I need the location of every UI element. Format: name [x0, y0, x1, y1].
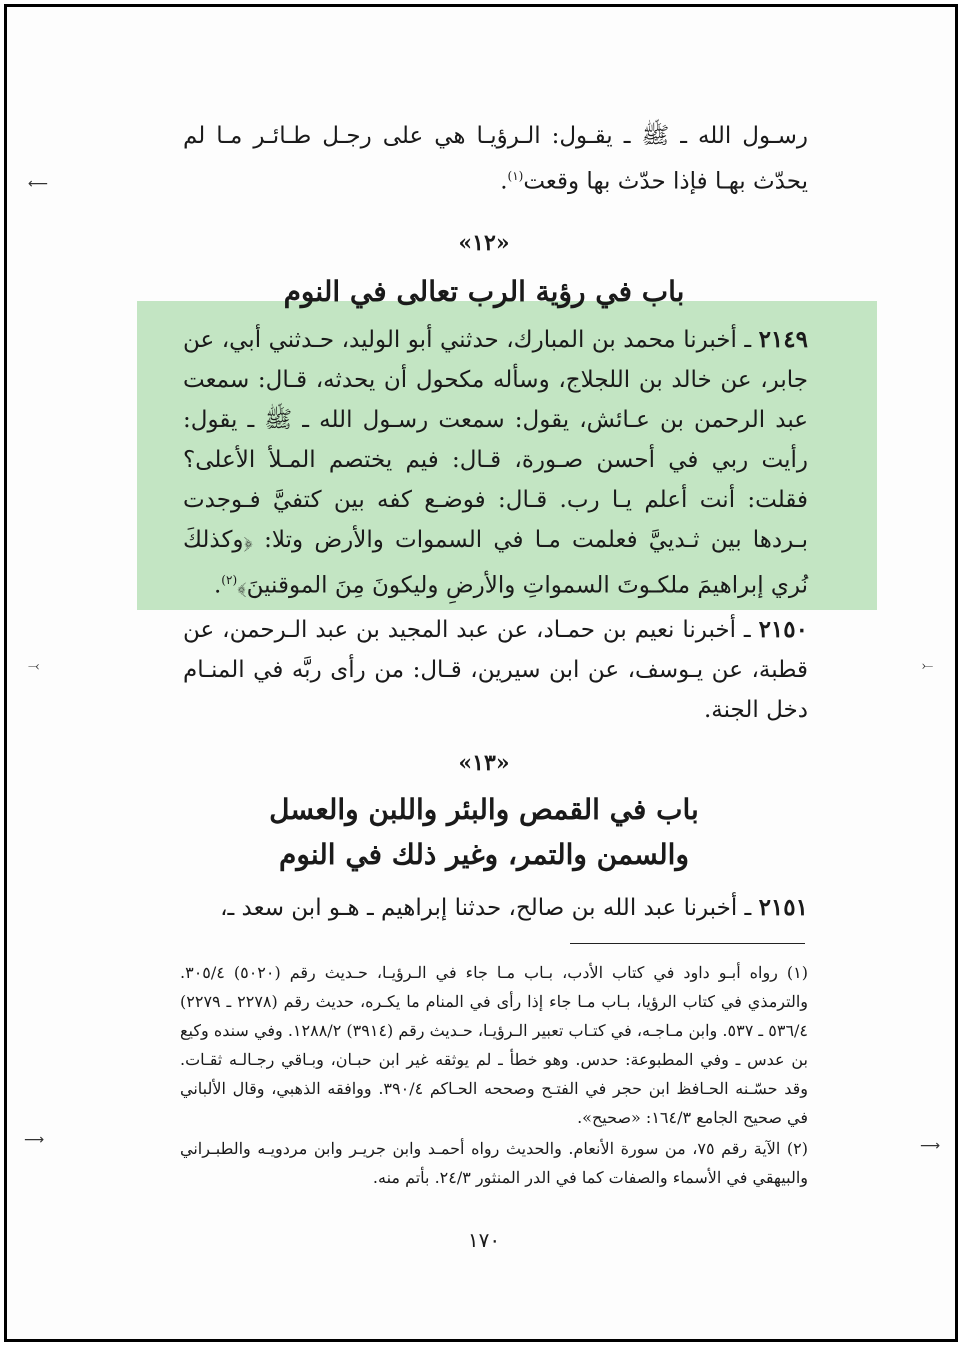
scan-mark-icon: ⟵: [28, 176, 49, 192]
footnote-ref-2: (٢): [221, 573, 238, 587]
hadith-end: .: [213, 572, 222, 599]
footnote-2: [180, 1134, 808, 1192]
hadith-2150: [183, 610, 808, 730]
section-12-number: «١٢»: [458, 230, 510, 256]
section-13-title-line2: والسمن والتمر، وغير ذلك في النوم: [279, 838, 689, 871]
footnote-text: رواه أبـو داود في كتاب الأدب، بـاب مـا جاء في الـرؤيـا، حـديث رقم (٥٠٢٠) ٣٠٥/٤. والترمذي في كتاب الرؤيا، بـاب مـا جاء إذا رأى في المنام ما يكـره، حديث رقم (٢٢٧٨ ـ ٢٢٧٩) ٥٣٦/٤ ـ ٥٣٧. وابن مـاجـه، في كتـاب تعبير الـرؤيـا، حـديث رقم (٣٩١٤) ١٢٨٨/٢. وفي سنده وكيع بن عدس ـ وفي المطبوعة: حدس. وهو خطأ ـ لم يوثقه غير ابن حبـان، وبـاقي رجـالـه ثقـات. وقد حسّـنه الحـافظ ابن حجر في الفتـح وصححه الحـاكم ٣٩٠/٤. ووافقه الذهبي، وقال الألباني في صحيح الجامع ١٦٤/٣: «صحيح».: [180, 963, 809, 1127]
opening-end: .: [500, 168, 508, 195]
section-13-title-line1: باب في القمص والبئر واللبن والعسل: [269, 793, 699, 826]
footnote-text: الآية رقم ٧٥، من سورة الأنعام. والحديث رواه أحمـد وابن جريـر وابن مردويـه والطبـراني والبيهقي في الأسماء والصفات كما في الدر المنثور ٢٤/٣. بأتم منه.: [180, 1139, 808, 1187]
footnote-marker: (٢): [786, 1139, 808, 1158]
page-number: ١٧٠: [467, 1228, 501, 1252]
hadith-2149: [183, 320, 808, 606]
opening-paragraph: [183, 116, 808, 202]
scan-mark-icon: ⟶: [24, 1132, 45, 1148]
scan-mark-icon: ⟶: [920, 1138, 941, 1154]
scan-mark-icon: ⤚: [922, 658, 934, 674]
hadith-number: ٢١٥١: [758, 894, 808, 921]
hadith-2151: [183, 888, 808, 928]
hadith-text: ـ أخبرنا محمد بن المبارك، حدثني أبو الوليد، حـدثني أبي، عن جابر، عن خالد بن اللجلاج، وسأله مكحول أن يحدثه، قـال: سمعت عبد الرحمن بن عـائش، يقول: سمعت رسـول الله ـ ﷺ ـ يقول: رأيت ربي في أحسن صـورة، قـال: فيم يختصم المـلأ الأعلى؟ فقلت: أنت أعلم يـا رب. قـال: فوضـع كفه بين كتفيَّ فـوجدت بـردها بين ثـدييَّ فعلمت مـا في السموات والأرض وتلا: ﴿وكذلكَ نُري إبراهيمَ ملكـوتَ السمواتِ والأرضِ وليكونَ مِنَ الموقنينَ﴾: [183, 327, 808, 599]
section-13-number: «١٣»: [458, 750, 510, 776]
section-12-title: باب في رؤية الرب تعالى في النوم: [283, 275, 685, 308]
opening-text: رسـول الله ـ ﷺ ـ يقـول: الـرؤيـا هي على رجـل طـائـر مـا لم يحدّث بهـا فإذا حدّث بها وقعت: [183, 123, 808, 195]
hadith-text: ـ أخبرنا عبد الله بن صالح، حدثنا إبراهيم ـ هـو ابن سعد ـ،: [220, 895, 752, 921]
hadith-number: ٢١٥٠: [758, 616, 808, 643]
footnote-marker: (١): [786, 963, 809, 982]
scan-mark-icon: ⤙: [28, 658, 40, 674]
hadith-number: ٢١٤٩: [758, 326, 808, 353]
footnotes: [180, 958, 808, 1194]
footnote-ref-1: (١): [507, 169, 524, 183]
footnote-separator: [570, 943, 805, 944]
footnote-1: [180, 958, 808, 1132]
hadith-text: ـ أخبرنا نعيم بن حمـاد، عن عبد المجيد بن عبد الـرحمن، عن قطبة، عن يـوسف، عن ابن سيرين، قـال: من رأى ربَّه في المنـام دخل الجنة.: [183, 617, 809, 723]
